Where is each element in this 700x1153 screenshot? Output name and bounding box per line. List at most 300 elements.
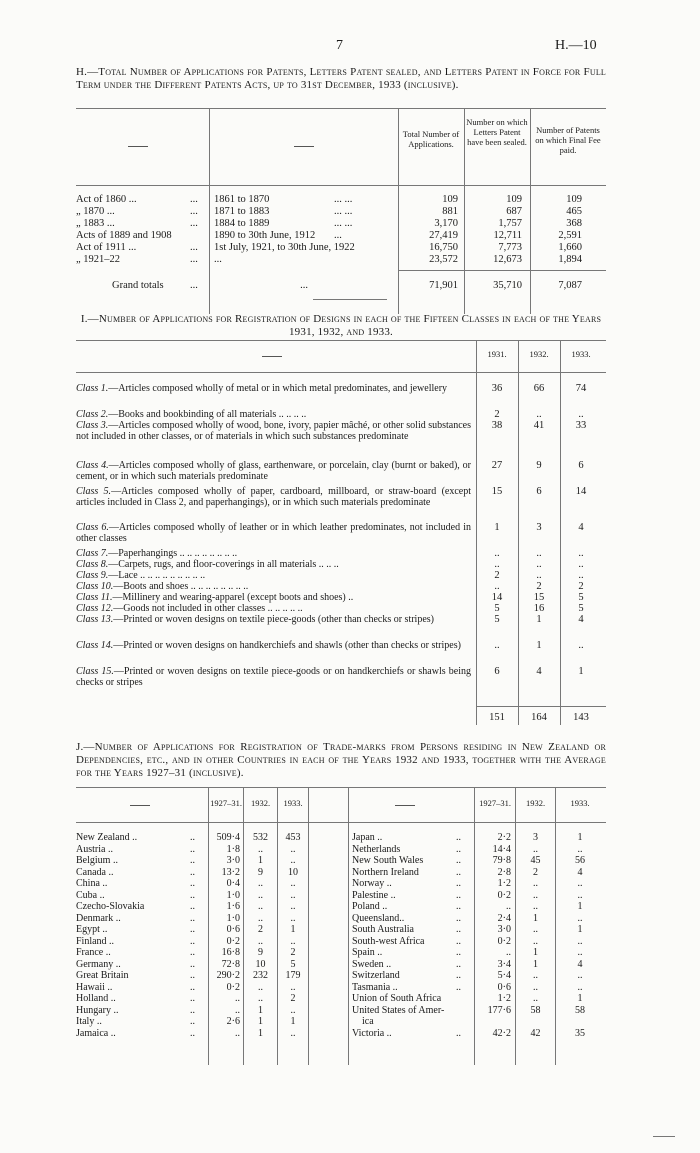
avg-1927-31: 0·2 [497, 889, 511, 901]
count-1932: 1 [258, 1004, 263, 1016]
avg-1927-31: 290·2 [216, 970, 240, 981]
count-1932: .. [258, 981, 263, 993]
page-reference: H.—10 [555, 38, 597, 53]
country-name: Italy .. [76, 1016, 102, 1027]
class-count: 16 [533, 603, 545, 614]
class-count: 41 [533, 420, 545, 431]
count-1932: .. [533, 901, 538, 912]
count-1933: 2 [290, 947, 296, 958]
h-row-period: 1871 to 1883 [214, 206, 270, 217]
country-name: France .. [76, 947, 111, 958]
class-label: Class 15. [76, 666, 114, 677]
country-name: Tasmania .. [352, 981, 398, 993]
table-h-header-rule [76, 185, 606, 186]
avg-1927-31: 2·6 [226, 1016, 240, 1027]
count-1932: 532 [253, 832, 268, 843]
country-dots: .. [190, 1016, 195, 1027]
count-1932: .. [258, 912, 263, 924]
country-dots: .. [190, 832, 195, 843]
col-header-total: Total Number of Applications. [402, 129, 460, 149]
count-1933: 179 [285, 970, 301, 981]
country-name: Northern Ireland [352, 866, 419, 878]
avg-1927-31: 42·2 [492, 1027, 511, 1039]
count-1932: 2 [258, 924, 263, 935]
avg-1927-31: 1·2 [497, 878, 511, 889]
class-count: .. [536, 570, 542, 581]
class-count: 5 [494, 614, 500, 625]
count-1933: 56 [575, 855, 585, 866]
country-dots: .. [190, 866, 195, 878]
section-h-title: H.—Total Number of Applications for Patents, Letters Patent sealed, and Letters Patent in Force for Full Term under the Different Patents Acts, up to 31st December, 1933 (inclusive). [76, 66, 606, 91]
class-count: 2 [494, 570, 500, 581]
count-1932: 1 [258, 1027, 263, 1039]
country-name: Spain .. [352, 947, 383, 958]
count-1933: .. [290, 935, 296, 947]
class-count: 2 [494, 409, 500, 420]
country-dots: .. [190, 947, 195, 958]
table-h-divider [398, 108, 399, 314]
class-text: —Articles composed wholly of wood, bone, ivory, papier mâché, or other solid substances not included in other classes, or of materials in which such substances predominate [76, 420, 471, 443]
class-count: 2 [536, 581, 542, 592]
avg-1927-31: 0·6 [497, 981, 511, 993]
h-row-fee: 2,591 [558, 230, 582, 241]
class-description [76, 420, 471, 442]
class-text: —Articles composed wholly of glass, earthenware, or porcelain, clay (burnt or baked), or cement, or in which such materials predominate [76, 460, 471, 483]
count-1933: .. [577, 889, 583, 901]
column-dash [294, 146, 314, 147]
class-label: Class 5. [76, 486, 112, 497]
j-left-year-header: 1927–31. [210, 798, 242, 808]
count-1933: 1 [577, 924, 583, 935]
count-1932: 1 [258, 1016, 263, 1027]
class-count: .. [536, 548, 542, 559]
count-1933: .. [290, 1027, 296, 1039]
country-name: New Zealand .. [76, 832, 138, 843]
h-row-total: 3,170 [434, 218, 458, 229]
avg-1927-31: .. [235, 1004, 240, 1016]
avg-1927-31: 5·4 [497, 970, 511, 981]
h-row-total: 27,419 [429, 230, 458, 241]
count-1932: .. [533, 924, 538, 935]
class-count: 5 [494, 603, 500, 614]
count-1932: 1 [533, 947, 538, 958]
class-label: Class 4. [76, 460, 109, 471]
count-1933: 4 [577, 866, 583, 878]
table-i-divider [476, 340, 477, 725]
country-name: Denmark .. [76, 912, 121, 924]
table-i-header-rule [76, 372, 606, 373]
count-1933: 1 [577, 832, 583, 843]
count-1932: 1 [533, 912, 538, 924]
year-header-1933: 1933. [571, 349, 591, 359]
avg-1927-31: 3·4 [497, 958, 511, 970]
avg-1927-31: 79·8 [492, 855, 511, 866]
corner-mark [653, 1136, 675, 1137]
country-dots: .. [190, 1004, 195, 1016]
count-1932: 10 [255, 958, 266, 970]
class-label: Class 10. [76, 581, 114, 592]
class-description [76, 581, 471, 592]
count-1933: .. [577, 912, 583, 924]
h-row-sealed: 1,757 [498, 218, 522, 229]
year-header-1932: 1932. [529, 349, 549, 359]
country-name: Austria .. [76, 843, 113, 855]
table-h-top-rule [76, 108, 606, 109]
country-dots: .. [456, 958, 461, 970]
class-count: 14 [491, 592, 503, 603]
class-label: Class 14. [76, 640, 114, 651]
totals-rule [398, 270, 606, 271]
count-1933: 4 [577, 958, 583, 970]
h-row-fee: 368 [566, 218, 582, 229]
country-name: Holland .. [76, 993, 116, 1004]
count-1932: .. [258, 901, 263, 912]
count-1932: .. [533, 935, 538, 947]
table-h-divider [530, 108, 531, 314]
count-1933: .. [577, 878, 583, 889]
h-row-act: „ 1870 ... [76, 206, 115, 217]
avg-1927-31: .. [506, 901, 511, 912]
class-label: Class 7. [76, 548, 109, 559]
class-label: Class 1. [76, 383, 109, 394]
country-name: Czecho-Slovakia [76, 901, 145, 912]
j-right-year-header: 1933. [570, 798, 590, 808]
grand-totals-dots: ... [190, 280, 198, 291]
avg-1927-31: .. [235, 993, 240, 1004]
country-name: Germany .. [76, 958, 121, 970]
country-dots: .. [190, 958, 195, 970]
h-row-period-dots: ... ... [334, 218, 353, 229]
class-text: —Printed or woven designs on handkerchiefs and shawls (other than checks or stripes) [113, 640, 461, 651]
count-1932: .. [533, 970, 538, 981]
column-dash [128, 146, 148, 147]
col-header-fee: Number of Patents on which Final Fee paid. [535, 125, 601, 155]
country-name: Poland .. [352, 901, 388, 912]
country-name: United States of Amer- [352, 1004, 445, 1016]
country-name: Netherlands [352, 843, 401, 855]
count-1932: .. [533, 878, 538, 889]
country-name: Egypt .. [76, 924, 108, 935]
h-row-sealed: 12,673 [493, 254, 522, 265]
country-name: Queensland.. [352, 912, 405, 924]
count-1932: 1 [258, 855, 263, 866]
country-dots: .. [456, 901, 461, 912]
class-count: .. [578, 640, 584, 651]
class-description [76, 460, 471, 482]
h-row-act: Act of 1911 ... [76, 242, 137, 253]
country-name: Victoria .. [352, 1027, 392, 1039]
h-row-period-dots: ... ... [334, 206, 353, 217]
class-description [76, 548, 471, 559]
class-text: —Articles composed wholly of metal or in which metal predominates, and jewellery [108, 383, 448, 394]
j-right-year-header: 1927–31. [479, 798, 511, 808]
h-row-period: 1890 to 30th June, 1912 [214, 230, 316, 241]
avg-1927-31: 14·4 [492, 843, 511, 855]
country-dots: .. [456, 832, 461, 843]
class-description [76, 592, 471, 603]
avg-1927-31: 0·2 [226, 935, 240, 947]
class-text: —Articles composed wholly of leather or in which leather predominates, not included in other classes [76, 522, 471, 545]
total-1933: 143 [573, 712, 589, 723]
h-row-fee: 1,894 [558, 254, 582, 265]
count-1933: 1 [290, 1016, 296, 1027]
grand-total-applications: 71,901 [429, 280, 458, 291]
count-1933: .. [577, 843, 583, 855]
class-count: 4 [578, 614, 584, 625]
class-count: 1 [578, 666, 584, 677]
h-row-act: „ 1921–22 [76, 254, 121, 265]
count-1933: .. [290, 855, 296, 866]
class-text: —Printed or woven designs on textile piece-goods or on handkerchiefs or shawls being checks or stripes [76, 666, 472, 689]
country-dots: .. [190, 1027, 195, 1039]
count-1933: 1 [577, 901, 583, 912]
table-i-top-rule [76, 340, 606, 341]
h-row-total: 16,750 [429, 242, 458, 253]
country-name: Palestine .. [352, 889, 396, 901]
h-row-sealed: 109 [506, 194, 522, 205]
class-count: .. [578, 559, 584, 570]
class-label: Class 11. [76, 592, 113, 603]
country-dots: .. [456, 1027, 461, 1039]
avg-1927-31: 13·2 [221, 866, 240, 878]
total-1932: 164 [531, 712, 547, 723]
avg-1927-31: 2·2 [497, 832, 511, 843]
class-count: 4 [536, 666, 542, 677]
total-1931: 151 [489, 712, 505, 723]
avg-1927-31: 177·6 [487, 1004, 511, 1016]
class-count: 5 [578, 603, 584, 614]
count-1932: .. [258, 993, 263, 1004]
h-row-period: ... [214, 254, 222, 265]
avg-1927-31: 0·2 [226, 981, 240, 993]
country-dots: .. [190, 912, 195, 924]
h-row-period: 1861 to 1870 [214, 194, 270, 205]
class-description [76, 522, 471, 544]
count-1933: 453 [285, 832, 301, 843]
country-dots: .. [190, 924, 195, 935]
count-1933: .. [290, 878, 296, 889]
country-dots: .. [190, 935, 195, 947]
avg-1927-31: 1·0 [226, 912, 240, 924]
class-count: 15 [533, 592, 545, 603]
class-description [76, 603, 471, 614]
country-name: Finland .. [76, 935, 115, 947]
count-1933: .. [290, 912, 296, 924]
count-1933: .. [577, 981, 583, 993]
class-count: 1 [494, 522, 500, 533]
class-label: Class 3. [76, 420, 109, 431]
class-label: Class 13. [76, 614, 114, 625]
country-name: South Australia [352, 924, 414, 935]
class-text: —Paperhangings .. .. .. .. .. .. .. .. [108, 548, 238, 559]
h-row-total: 881 [442, 206, 458, 217]
count-1932: 9 [258, 866, 263, 878]
count-1932: 3 [533, 832, 538, 843]
grand-totals-label: Grand totals [112, 280, 164, 291]
class-count: 6 [536, 486, 542, 497]
avg-1927-31: 1·6 [226, 901, 240, 912]
count-1933: 1 [290, 924, 296, 935]
class-label: Class 9. [76, 570, 109, 581]
table-i-divider [518, 340, 519, 725]
avg-1927-31: 16·8 [221, 947, 240, 958]
h-row-dots: ... [190, 254, 198, 265]
count-1932: .. [258, 889, 263, 901]
h-row-dots: ... [190, 218, 198, 229]
year-header-1931: 1931. [487, 349, 507, 359]
class-count: 66 [533, 383, 545, 394]
country-dots: .. [190, 843, 195, 855]
class-text: —Articles composed wholly of paper, cardboard, millboard, or straw-board (except articles included in Class 2, and paperhangings), or in which such materials predominate [76, 486, 471, 509]
table-j-divider [348, 787, 349, 1065]
count-1932: .. [258, 935, 263, 947]
country-dots: .. [456, 924, 461, 935]
h-row-total: 109 [442, 194, 458, 205]
count-1932: .. [258, 878, 263, 889]
table-j-divider [308, 787, 309, 1065]
country-dots: .. [190, 901, 195, 912]
class-count: .. [536, 409, 542, 420]
column-dash [262, 356, 282, 357]
class-count: .. [494, 548, 500, 559]
table-j-top-rule [76, 787, 606, 788]
count-1932: .. [533, 981, 538, 993]
count-1932: .. [533, 843, 538, 855]
table-i-divider [560, 340, 561, 725]
class-description [76, 614, 471, 625]
class-count: 36 [491, 383, 503, 394]
count-1932: 9 [258, 947, 263, 958]
avg-1927-31: .. [235, 1027, 240, 1039]
h-row-fee: 465 [566, 206, 582, 217]
h-row-act: Acts of 1889 and 1908 [76, 230, 172, 241]
class-count: 4 [578, 522, 584, 533]
country-dots: .. [456, 912, 461, 924]
section-i-title: I.—Number of Applications for Registration of Designs in each of the Fifteen Classes in each of the Years 1931, 1932, and 1933. [80, 313, 602, 338]
avg-1927-31: .. [506, 947, 511, 958]
count-1933: 5 [290, 958, 296, 970]
avg-1927-31: 3·0 [497, 924, 511, 935]
avg-1927-31: 509·4 [216, 832, 240, 843]
avg-1927-31: 0·6 [226, 924, 240, 935]
count-1933: .. [290, 981, 296, 993]
h-row-fee: 1,660 [558, 242, 582, 253]
country-dots: .. [456, 878, 461, 889]
count-1933: .. [577, 935, 583, 947]
h-row-act: „ 1883 ... [76, 218, 115, 229]
country-name: Hungary .. [76, 1004, 119, 1016]
class-count: 27 [491, 460, 503, 471]
class-description [76, 559, 471, 570]
h-row-dots: ... [190, 206, 198, 217]
count-1932: .. [533, 889, 538, 901]
count-1932: 45 [530, 855, 541, 866]
column-dash [130, 805, 150, 806]
class-count: 3 [536, 522, 542, 533]
class-count: 6 [578, 460, 584, 471]
grand-totals-period: ... [300, 280, 308, 291]
country-dots: .. [456, 889, 461, 901]
avg-1927-31: 2·4 [497, 912, 511, 924]
h-row-dots: ... [190, 194, 198, 205]
column-dash [395, 805, 415, 806]
country-name: Belgium .. [76, 855, 118, 866]
avg-1927-31: 1·8 [226, 843, 240, 855]
h-row-period: 1st July, 1921, to 30th June, 1922 [214, 242, 355, 253]
country-name: Norway .. [352, 878, 392, 889]
class-count: 33 [575, 420, 587, 431]
table-h-divider [464, 108, 465, 314]
country-name: Japan .. [352, 832, 383, 843]
country-dots: .. [456, 843, 461, 855]
country-name: New South Wales [352, 855, 424, 866]
col-header-sealed: Number on which Letters Patent have been sealed. [466, 117, 528, 147]
country-name: Union of South Africa [352, 993, 442, 1004]
count-1932: .. [533, 993, 538, 1004]
count-1933: .. [290, 843, 296, 855]
country-dots: .. [456, 935, 461, 947]
class-count: .. [578, 409, 584, 420]
h-row-fee: 109 [566, 194, 582, 205]
class-description [76, 383, 471, 394]
country-name: Canada .. [76, 866, 114, 878]
h-row-period: 1884 to 1889 [214, 218, 270, 229]
section-j-title: J.—Number of Applications for Registration of Trade-marks from Persons residing in New Zealand or Dependencies, etc., and in other Countries in each of the Years 1932 and 1933, together with the Average for the Years 1927–31 (inclusive). [76, 741, 606, 779]
class-count: .. [578, 570, 584, 581]
grand-total-fee: 7,087 [558, 280, 582, 291]
country-name: ica [362, 1016, 374, 1027]
class-count: .. [536, 559, 542, 570]
count-1932: .. [258, 843, 263, 855]
count-1933: 35 [575, 1027, 585, 1039]
class-count: 2 [578, 581, 584, 592]
class-label: Class 2. [76, 409, 109, 420]
country-dots: .. [190, 981, 195, 993]
avg-1927-31: 0·2 [497, 935, 511, 947]
class-label: Class 8. [76, 559, 109, 570]
country-dots: .. [456, 970, 461, 981]
count-1933: 2 [290, 993, 296, 1004]
country-dots: .. [456, 866, 461, 878]
class-description [76, 409, 471, 420]
avg-1927-31: 3·0 [226, 855, 240, 866]
country-name: Jamaica .. [76, 1027, 116, 1039]
grand-total-sealed: 35,710 [493, 280, 522, 291]
class-text: —Carpets, rugs, and floor-coverings in all materials .. .. .. [108, 559, 339, 570]
class-description [76, 570, 471, 581]
class-text: —Millinery and wearing-apparel (except boots and shoes) .. [112, 592, 354, 603]
count-1933: .. [290, 889, 296, 901]
count-1932: 1 [533, 958, 538, 970]
class-description [76, 666, 471, 688]
class-description [76, 486, 471, 508]
country-dots: .. [190, 855, 195, 866]
class-text: —Goods not included in other classes .. .. .. .. .. [113, 603, 303, 614]
avg-1927-31: 0·4 [226, 878, 240, 889]
country-dots: .. [456, 981, 461, 993]
class-text: —Printed or woven designs on textile piece-goods (other than checks or stripes) [113, 614, 434, 625]
j-left-year-header: 1932. [250, 798, 271, 808]
h-row-sealed: 12,711 [493, 230, 522, 241]
h-row-period-dots: ... ... [334, 194, 353, 205]
country-dots: .. [190, 878, 195, 889]
count-1933: .. [577, 947, 583, 958]
class-count: 15 [491, 486, 503, 497]
table-j-header-rule [76, 822, 606, 823]
country-dots: .. [190, 993, 195, 1004]
count-1932: 42 [530, 1027, 541, 1039]
class-count: 38 [491, 420, 503, 431]
